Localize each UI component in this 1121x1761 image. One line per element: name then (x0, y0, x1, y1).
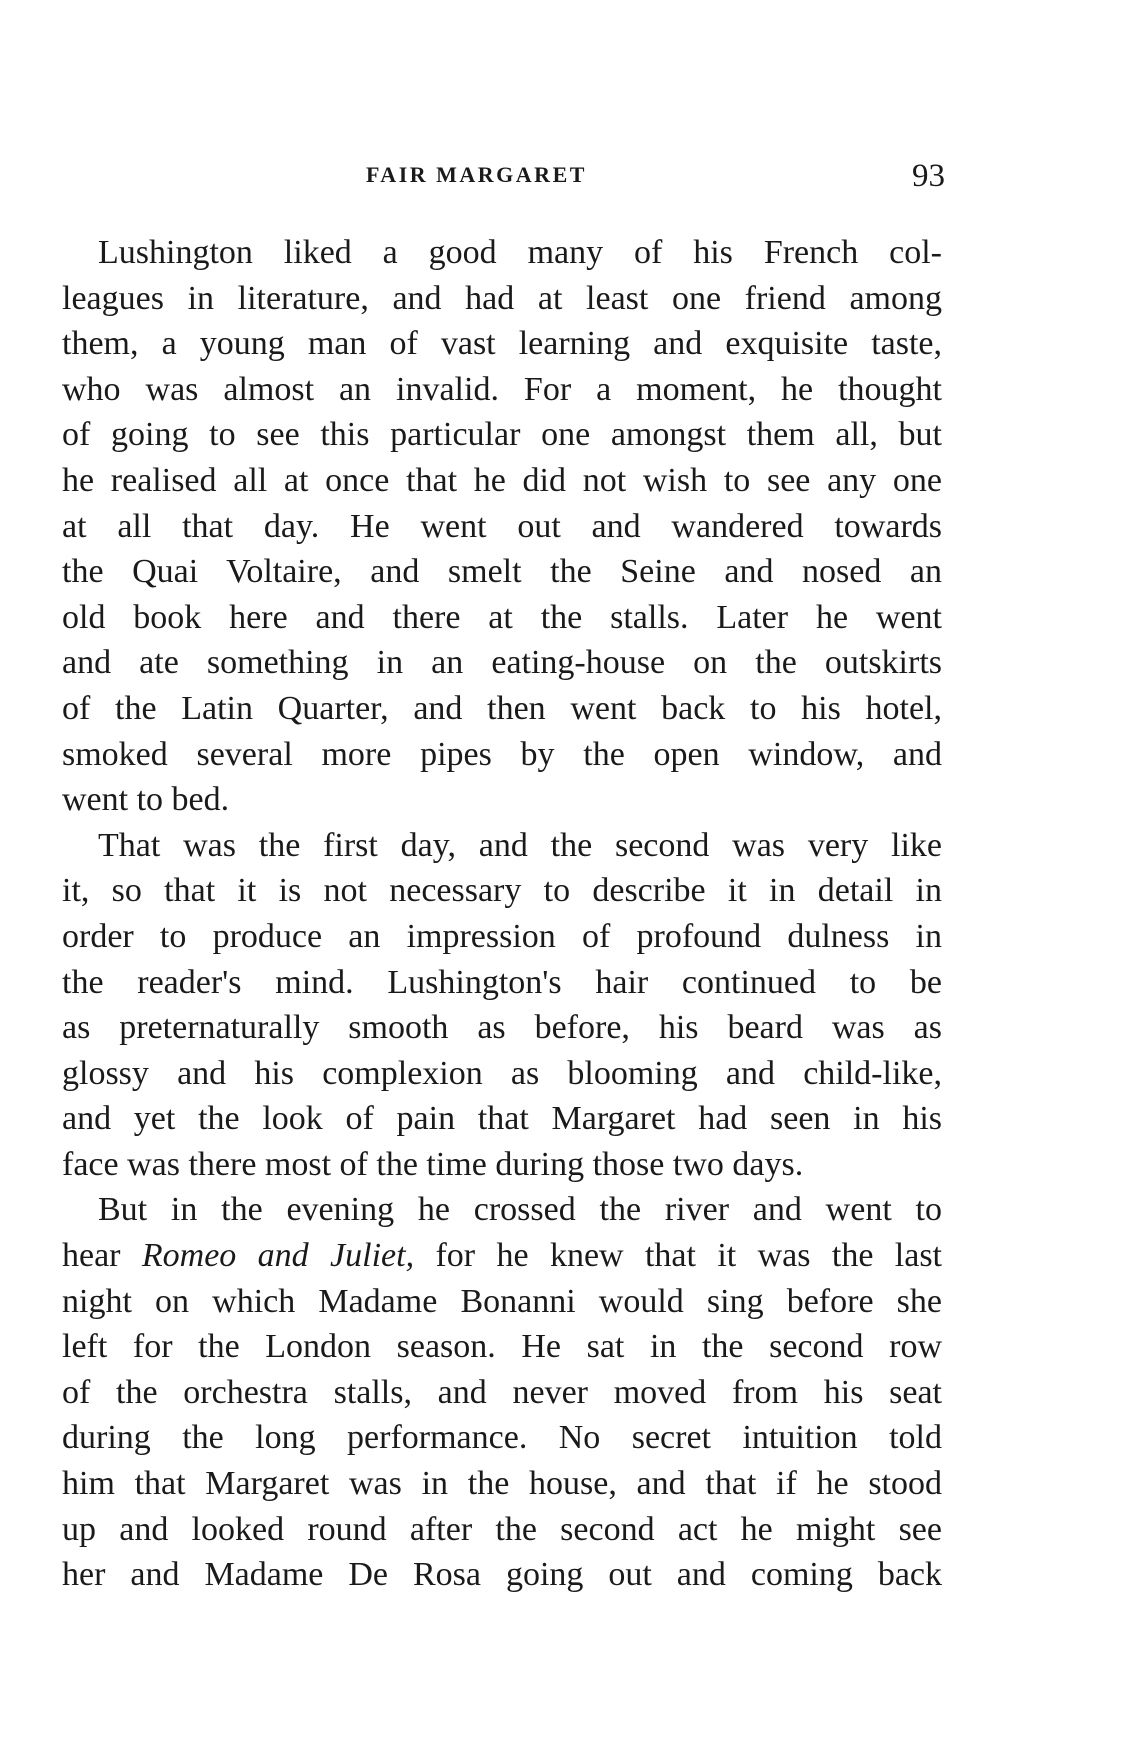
text-line: night on which Madame Bonanni would sing before she (62, 1282, 942, 1320)
text-line: him that Margaret was in the house, and that if he stood (62, 1465, 942, 1503)
text-segment: hear (62, 1237, 142, 1275)
text-line: the Quai Voltaire, and smelt the Seine and nosed an (62, 553, 942, 591)
paragraph-1 (62, 230, 942, 823)
text-line: face was there most of the time during those two days. (62, 1145, 804, 1183)
text-line: it, so that it is not necessary to describe it in detail in (62, 872, 942, 910)
text-line: during the long performance. No secret intuition told (62, 1419, 942, 1457)
text-line: them, a young man of vast learning and exquisite taste, (62, 325, 942, 363)
text-line: order to produce an impression of profound dulness in (62, 917, 942, 955)
text-line: her and Madame De Rosa going out and coming back (62, 1556, 942, 1594)
text-line: leagues in literature, and had at least one friend among (62, 279, 942, 317)
text-line: of going to see this particular one amongst them all, but (62, 416, 942, 454)
paragraph-3 (62, 1187, 942, 1597)
text-line: up and looked round after the second act he might see (62, 1510, 942, 1548)
text-line: at all that day. He went out and wandered towards (62, 507, 942, 545)
body-text (62, 230, 942, 1598)
text-line: he realised all at once that he did not wish to see any one (62, 461, 942, 499)
running-head (0, 158, 1121, 198)
text-line: who was almost an invalid. For a moment, he thought (62, 370, 942, 408)
text-line: left for the London season. He sat in the second row (62, 1328, 942, 1366)
text-line: That was the first day, and the second was very like (98, 826, 942, 864)
text-line: and yet the look of pain that Margaret had seen in his (62, 1100, 942, 1138)
text-line: of the orchestra stalls, and never moved from his seat (62, 1373, 942, 1411)
text-line: went to bed. (62, 781, 230, 819)
page-number: 93 (912, 158, 945, 194)
opera-title: Romeo and Juliet, (141, 1237, 415, 1275)
text-line: of the Latin Quarter, and then went back to his hotel, (62, 689, 942, 727)
text-line: Lushington liked a good many of his French col- (98, 234, 942, 271)
text-segment: for he knew that it was the last (414, 1237, 943, 1275)
text-line (62, 1233, 942, 1279)
text-line: smoked several more pipes by the open window, and (62, 735, 942, 773)
text-line: But in the evening he crossed the river and went to (98, 1191, 942, 1229)
running-title: FAIR MARGARET (366, 162, 587, 187)
text-line: old book here and there at the stalls. Later he went (62, 598, 942, 636)
text-line: glossy and his complexion as blooming and child-like, (62, 1054, 942, 1092)
text-line: the reader's mind. Lushington's hair continued to be (62, 963, 942, 1001)
text-line: and ate something in an eating-house on the outskirts (62, 644, 942, 682)
text-line: as preternaturally smooth as before, his beard was as (62, 1009, 942, 1047)
paragraph-2 (62, 823, 942, 1188)
